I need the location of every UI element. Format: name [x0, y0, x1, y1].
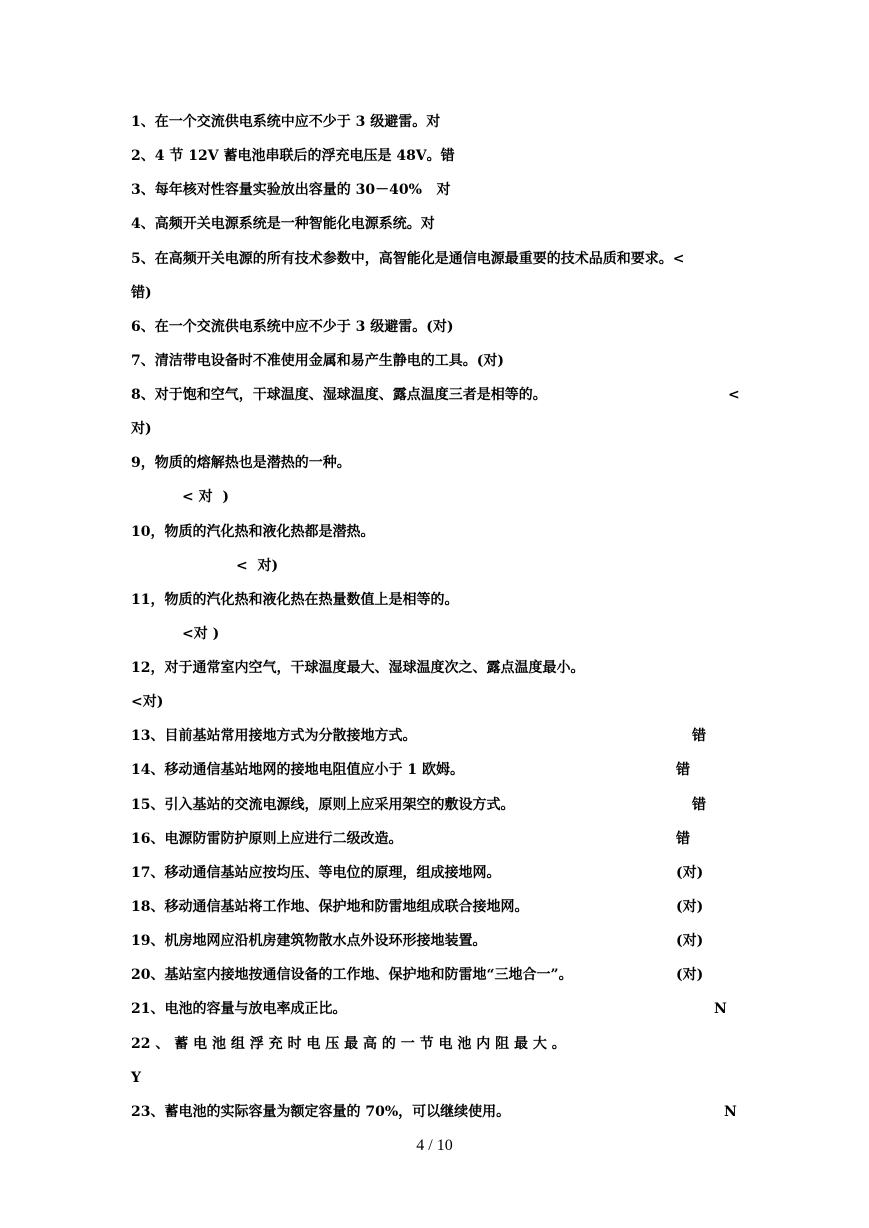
question-8: 8、对于饱和空气，干球温度、湿球温度、露点温度三者是相等的。 — [131, 387, 547, 403]
question-18-answer: (对) — [676, 899, 704, 915]
question-18: 18、移动通信基站将工作地、保护地和防雷地组成联合接地网。 — [131, 899, 529, 915]
question-13: 13、目前基站常用接地方式为分散接地方式。 — [131, 728, 417, 744]
question-15: 15、引入基站的交流电源线，原则上应采用架空的敷设方式。 — [131, 797, 515, 813]
question-10: 10，物质的汽化热和液化热都是潜热。 — [131, 524, 375, 540]
question-22-answer: Y — [131, 1070, 141, 1086]
question-9: 9，物质的熔解热也是潜热的一种。 — [131, 455, 351, 471]
question-3: 3、每年核对性容量实验放出容量的 30－40% 对 — [131, 182, 451, 198]
question-19: 19、机房地网应沿机房建筑物散水点外设环形接地装置。 — [131, 933, 487, 949]
question-21-answer: N — [714, 1001, 727, 1017]
question-5: 5、在高频开关电源的所有技术参数中，高智能化是通信电源最重要的技术品质和要求。< — [131, 251, 685, 267]
question-12-answer: <对) — [131, 694, 164, 710]
question-8-answer-bracket: < — [728, 387, 740, 403]
question-20-answer: (对) — [676, 967, 704, 983]
question-14-answer: 错 — [676, 762, 690, 778]
question-7: 7、清洁带电设备时不准使用金属和易产生静电的工具。(对) — [131, 353, 504, 369]
question-11: 11，物质的汽化热和液化热在热量数值上是相等的。 — [131, 592, 459, 608]
question-21: 21、电池的容量与放电率成正比。 — [131, 1001, 347, 1017]
question-15-answer: 错 — [692, 797, 706, 813]
question-9-answer: < 对 ) — [182, 489, 229, 505]
page-number: 4 / 10 — [416, 1137, 453, 1154]
question-17-answer: (对) — [676, 865, 704, 881]
question-12: 12，对于通常室内空气，干球温度最大、湿球温度次之、露点温度最小。 — [131, 660, 585, 676]
question-19-answer: (对) — [676, 933, 704, 949]
question-8-continuation: 对) — [131, 421, 152, 437]
question-16-answer: 错 — [676, 831, 690, 847]
question-2: 2、4 节 12V 蓄电池串联后的浮充电压是 48V。错 — [131, 148, 455, 164]
question-6: 6、在一个交流供电系统中应不少于 3 级避雷。(对) — [131, 319, 454, 335]
question-22: 22 、 蓄 电 池 组 浮 充 时 电 压 最 高 的 一 节 电 池 内 阻 最 大 。 — [131, 1036, 566, 1052]
question-1: 1、在一个交流供电系统中应不少于 3 级避雷。对 — [131, 114, 441, 130]
question-16: 16、电源防雷防护原则上应进行二级改造。 — [131, 831, 403, 847]
question-10-answer: < 对) — [236, 558, 279, 574]
question-4: 4、高频开关电源系统是一种智能化电源系统。对 — [131, 216, 435, 232]
question-23: 23、蓄电池的实际容量为额定容量的 70%，可以继续使用。 — [131, 1104, 511, 1120]
question-11-answer: <对 ) — [182, 626, 220, 642]
question-23-answer: N — [724, 1104, 737, 1120]
question-13-answer: 错 — [692, 728, 706, 744]
question-5-continuation: 错) — [131, 285, 152, 301]
question-17: 17、移动通信基站应按均压、等电位的原理，组成接地网。 — [131, 865, 501, 881]
question-20: 20、基站室内接地按通信设备的工作地、保护地和防雷地“三地合一”。 — [131, 967, 573, 983]
question-14: 14、移动通信基站地网的接地电阻值应小于 1 欧姆。 — [131, 762, 464, 778]
